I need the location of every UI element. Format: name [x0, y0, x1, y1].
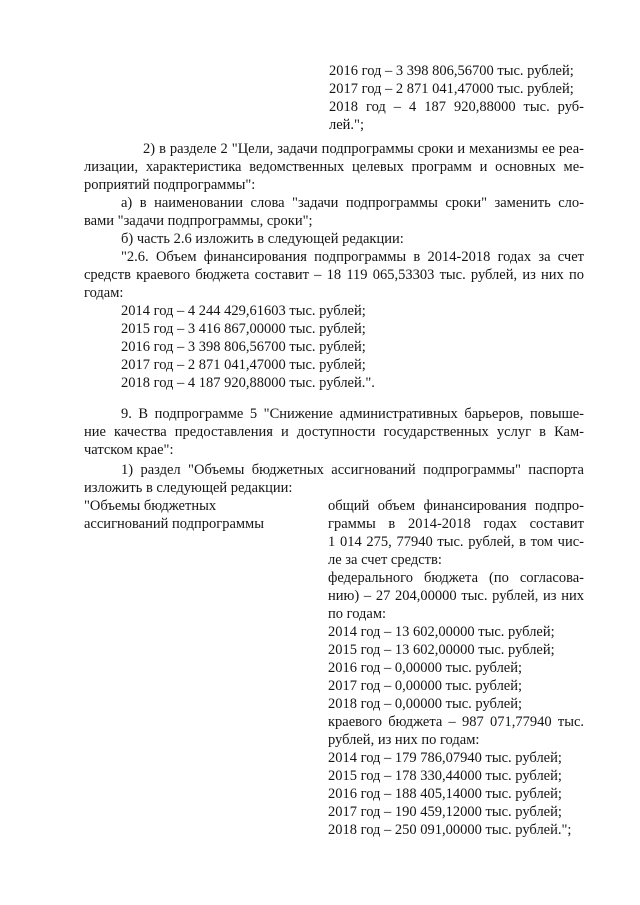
table-right-line: рублей, из них по годам:	[328, 732, 480, 748]
top-year-line: 2018 год – 4 187 920,88000 тыс. руб-	[329, 99, 584, 115]
table-right-line: ле за счет средств:	[328, 552, 442, 568]
table-right-line: 2017 год – 0,00000 тыс. рублей;	[328, 678, 523, 694]
table-right-line: 2016 год – 0,00000 тыс. рублей;	[328, 660, 523, 676]
table-right-line: 2015 год – 13 602,00000 тыс. рублей;	[328, 642, 555, 658]
table-left-line: "Объемы бюджетных	[84, 498, 217, 514]
table-right-line: 1 014 275, 77940 тыс. рублей, в том чис-	[328, 534, 584, 550]
year-line: 2017 год – 2 871 041,47000 тыс. рублей;	[121, 357, 366, 373]
table-right-line: 2016 год – 188 405,14000 тыс. рублей;	[328, 786, 562, 802]
table-right-line: 2018 год – 0,00000 тыс. рублей;	[328, 696, 523, 712]
table-right-line: 2014 год – 179 786,07940 тыс. рублей;	[328, 750, 562, 766]
table-right-line: по годам:	[328, 606, 387, 622]
table-right-line: нию) – 27 204,00000 тыс. рублей, из них	[328, 588, 584, 604]
top-year-line: 2016 год – 3 398 806,56700 тыс. рублей;	[329, 63, 574, 79]
paragraph-2-6-line: годам:	[84, 285, 124, 301]
item-2-line: лизации, характеристика ведомственных целевых программ и основных ме-	[84, 159, 584, 175]
top-year-line: 2017 год – 2 871 041,47000 тыс. рублей;	[329, 81, 574, 97]
item-9-line: ние качества предоставления и доступности государственных услуг в Кам-	[84, 424, 584, 440]
table-right-line: краевого бюджета – 987 071,77940 тыс.	[328, 714, 584, 730]
year-line: 2018 год – 4 187 920,88000 тыс. рублей.".	[121, 375, 375, 391]
year-line: 2015 год – 3 416 867,00000 тыс. рублей;	[121, 321, 366, 337]
table-right-line: граммы в 2014-2018 годах составит	[328, 516, 584, 532]
table-right-line: федерального бюджета (по согласова-	[328, 570, 584, 586]
table-right-line: 2015 год – 178 330,44000 тыс. рублей;	[328, 768, 562, 784]
item-9-line: чатском крае":	[84, 442, 174, 458]
item-9-line: 9. В подпрограмме 5 "Снижение административных барьеров, повыше-	[121, 406, 584, 422]
year-line: 2016 год – 3 398 806,56700 тыс. рублей;	[121, 339, 366, 355]
top-year-line: лей.";	[329, 117, 365, 133]
item-2-line: роприятий подпрограммы":	[84, 177, 256, 193]
table-right-line: 2018 год – 250 091,00000 тыс. рублей.";	[328, 822, 572, 838]
paragraph-2-6-line: средств краевого бюджета составит – 18 119 065,53303 тыс. рублей, из них по	[84, 267, 584, 283]
table-left-line: ассигнований подпрограммы	[84, 516, 264, 532]
year-line: 2014 год – 4 244 429,61603 тыс. рублей;	[121, 303, 366, 319]
item-2a-line: а) в наименовании слова "задачи подпрограммы сроки" заменить сло-	[121, 195, 584, 211]
paragraph-2-6-line: "2.6. Объем финансирования подпрограммы в 2014-2018 годах за счет	[121, 249, 584, 265]
item-9-1-line: изложить в следующей редакции:	[84, 480, 293, 496]
item-2-line: 2) в разделе 2 "Цели, задачи подпрограммы сроки и механизмы ее реа-	[143, 141, 584, 157]
table-right-line: 2014 год – 13 602,00000 тыс. рублей;	[328, 624, 555, 640]
table-right-line: общий объем финансирования подпро-	[328, 498, 584, 514]
item-2b-line: б) часть 2.6 изложить в следующей редакции:	[121, 231, 404, 247]
item-9-1-line: 1) раздел "Объемы бюджетных ассигнований подпрограммы" паспорта	[121, 462, 584, 478]
item-2a-line: вами "задачи подпрограммы, сроки";	[84, 213, 313, 229]
table-right-line: 2017 год – 190 459,12000 тыс. рублей;	[328, 804, 562, 820]
